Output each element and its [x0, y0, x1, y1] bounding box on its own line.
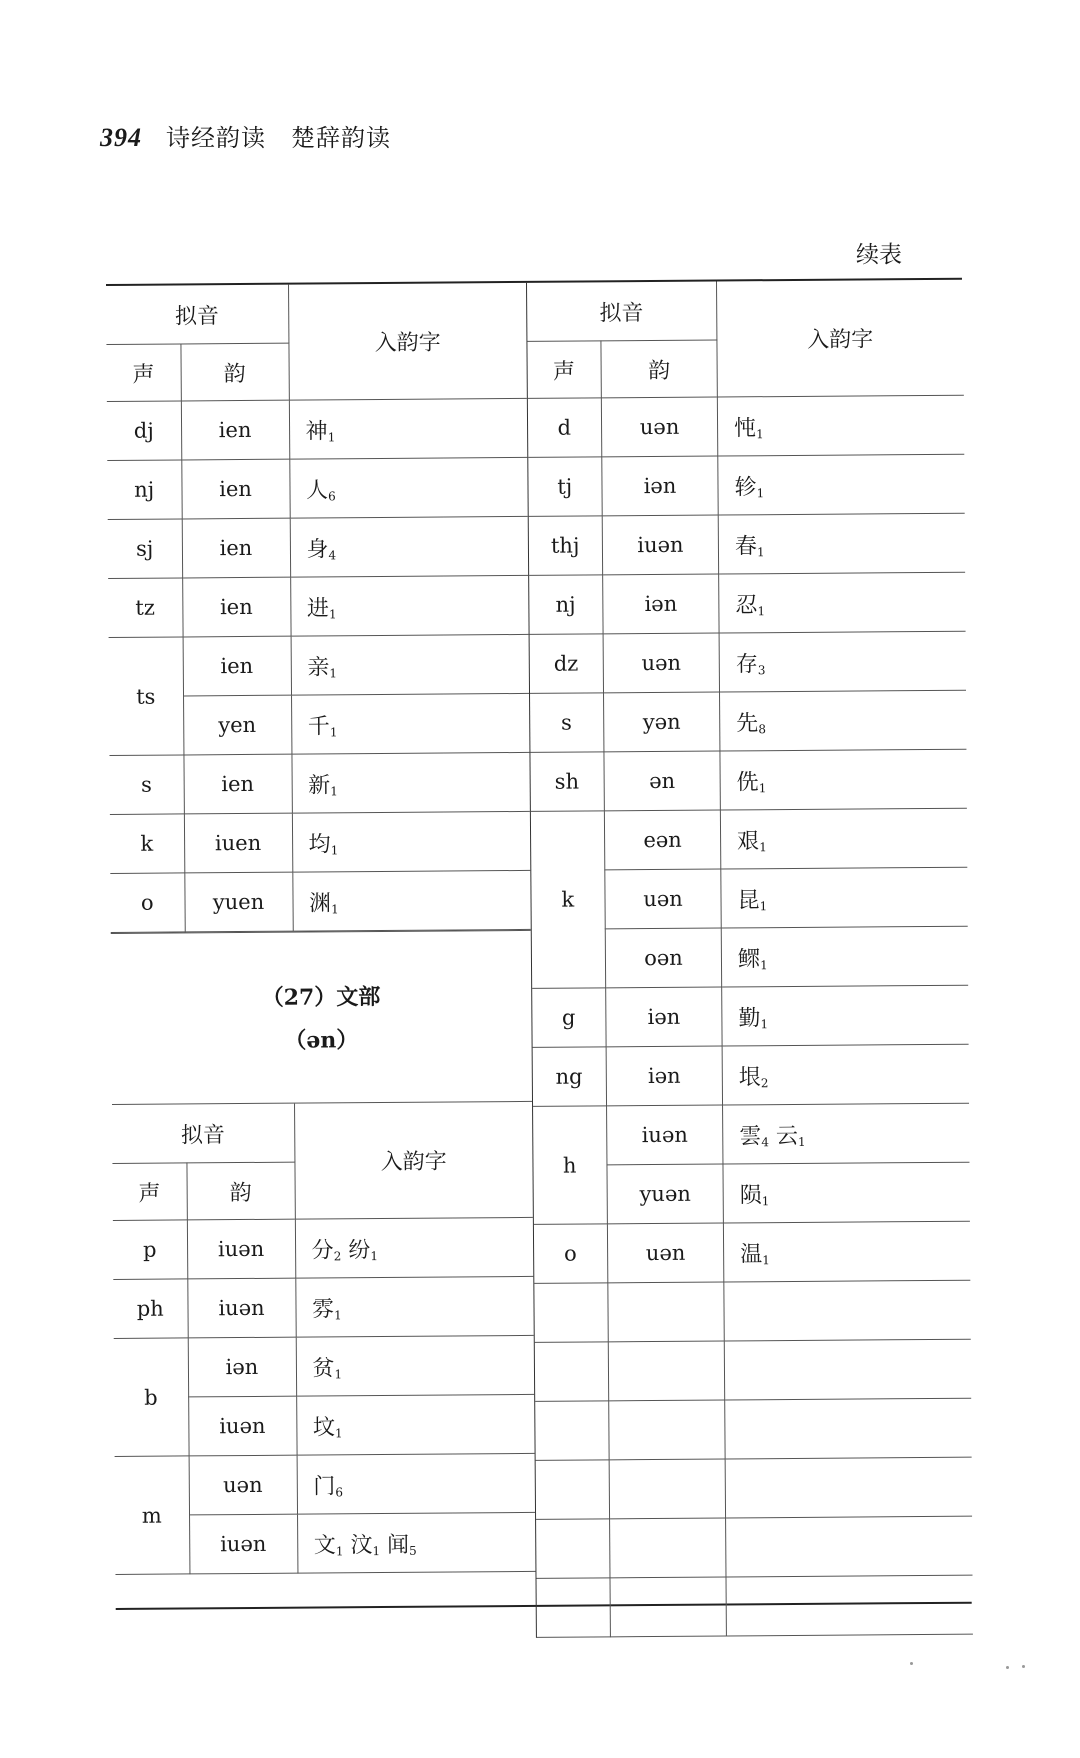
cell-chars — [722, 1044, 968, 1105]
count: 1 — [759, 898, 768, 913]
cell-chars — [296, 1394, 534, 1455]
speck — [910, 1662, 913, 1665]
cell-sheng: g — [532, 988, 606, 1048]
rhyme-char: 纷 — [348, 1237, 371, 1263]
cell-chars — [295, 1276, 533, 1337]
empty-cell — [608, 1341, 724, 1401]
rhyme-char: 均 — [308, 831, 331, 858]
cell-sheng: k — [530, 811, 605, 989]
rhyme-char: 春 — [734, 533, 758, 559]
cell-yun: ien — [183, 754, 291, 814]
cell-yun: ən — [604, 751, 720, 811]
cell-yun: ien — [183, 636, 291, 696]
rhyme-char: 陨 — [739, 1182, 762, 1208]
empty-cell — [608, 1282, 724, 1342]
count: 1 — [759, 839, 767, 854]
rhyme-char: 新 — [308, 772, 331, 799]
count: 4 — [328, 547, 337, 562]
page-header — [100, 118, 391, 153]
cell-yun: iən — [603, 574, 719, 634]
count: 1 — [756, 544, 765, 559]
left-bottom-table — [112, 1102, 535, 1575]
rhyme-char: 忳 — [733, 415, 757, 441]
count: 1 — [330, 842, 339, 857]
rhyme-char: 忍 — [735, 592, 758, 618]
rhyme-char: 坟 — [312, 1414, 336, 1441]
cell-chars — [297, 1453, 535, 1514]
rhyme-char: 汶 — [350, 1532, 373, 1558]
cell-sheng: dj — [107, 401, 181, 461]
header-sheng: 声 — [106, 344, 180, 402]
cell-yun: iuən — [188, 1396, 296, 1456]
count: 2 — [760, 1075, 769, 1090]
cell-sheng: d — [527, 398, 601, 458]
right-table — [527, 280, 973, 1638]
empty-cell — [726, 1575, 972, 1636]
continued-label: 续表 — [856, 242, 902, 268]
cell-yun: iuən — [607, 1105, 723, 1165]
cell-chars — [720, 808, 966, 869]
header-ruyunzi: 入韵字 — [294, 1102, 533, 1219]
cell-yun: iuən — [602, 515, 718, 575]
header-yun: 韵 — [186, 1162, 294, 1220]
cell-sheng: sj — [108, 519, 182, 579]
empty-cell — [535, 1460, 609, 1520]
count: 1 — [756, 485, 765, 500]
cell-sheng: p — [113, 1220, 187, 1280]
cell-yun: uən — [605, 869, 721, 929]
count: 3 — [757, 662, 766, 677]
cell-chars — [717, 395, 963, 456]
cell-chars — [723, 1162, 969, 1223]
cell-sheng: m — [115, 1456, 190, 1575]
count: 1 — [372, 1543, 381, 1558]
rhyme-char: 勤 — [738, 1005, 761, 1031]
empty-cell — [725, 1457, 971, 1518]
cell-sheng: ts — [109, 637, 184, 756]
rhyme-char: 云 — [775, 1123, 799, 1149]
empty-row — [535, 1398, 971, 1460]
cell-chars — [720, 690, 966, 751]
empty-cell — [536, 1519, 610, 1579]
cell-yun: yuən — [607, 1164, 723, 1224]
count: 1 — [759, 957, 768, 972]
empty-row — [534, 1339, 970, 1401]
speck — [1006, 1666, 1009, 1669]
cell-chars — [719, 572, 965, 633]
rhyme-char: 门 — [313, 1473, 336, 1500]
section-subtitle: （ən） — [284, 1027, 359, 1054]
count: 6 — [328, 488, 336, 503]
speck — [1022, 1665, 1025, 1668]
count: 1 — [331, 901, 339, 916]
cell-yun: uən — [601, 397, 717, 457]
cell-chars — [290, 516, 528, 577]
count: 1 — [334, 1366, 343, 1381]
cell-yun: eən — [604, 810, 720, 870]
cell-sheng: b — [114, 1338, 189, 1457]
section-title: （27）文部 — [261, 984, 381, 1011]
rhyme-char: 贫 — [312, 1355, 335, 1382]
section-heading — [111, 930, 532, 1105]
cell-chars — [723, 1221, 969, 1282]
cell-yun: yen — [183, 695, 291, 755]
rhyme-char: 人 — [305, 477, 329, 504]
empty-cell — [535, 1401, 609, 1461]
rhyme-char: 神 — [305, 418, 328, 445]
empty-row — [536, 1516, 972, 1578]
cell-sheng: s — [109, 755, 183, 815]
cell-sheng: o — [110, 873, 184, 933]
rhyme-char: 文 — [313, 1532, 336, 1559]
cell-chars — [295, 1217, 533, 1278]
cell-sheng: dz — [529, 634, 603, 694]
cell-chars — [292, 870, 530, 931]
cell-chars — [290, 575, 528, 636]
rhyme-char: 闻 — [386, 1532, 410, 1558]
left-column — [106, 283, 536, 1641]
empty-cell — [609, 1459, 725, 1519]
cell-yun: ien — [181, 459, 289, 519]
rhyme-char: 存 — [735, 651, 758, 677]
count: 1 — [329, 665, 338, 680]
cell-chars — [291, 634, 529, 695]
count: 1 — [327, 429, 336, 444]
count: 1 — [334, 1425, 343, 1440]
cell-sheng: o — [533, 1224, 607, 1284]
empty-cell — [610, 1518, 726, 1578]
right-column — [526, 280, 972, 1638]
cell-sheng: nj — [107, 460, 181, 520]
header-sheng: 声 — [112, 1163, 186, 1221]
cell-sheng: h — [533, 1106, 608, 1225]
cell-chars — [722, 985, 968, 1046]
count: 8 — [758, 721, 767, 736]
cell-chars — [297, 1512, 535, 1573]
count: 1 — [330, 783, 338, 798]
empty-cell — [724, 1339, 970, 1400]
cell-yun: yuen — [184, 872, 292, 932]
count: 1 — [329, 724, 338, 739]
cell-chars — [289, 398, 527, 459]
empty-cell — [726, 1516, 972, 1577]
cell-yun: uən — [607, 1223, 723, 1283]
header-sheng: 声 — [527, 341, 601, 399]
left-top-table — [106, 283, 531, 933]
rhyme-char: 千 — [307, 713, 330, 740]
header-niyin: 拟音 — [112, 1104, 294, 1164]
count: 1 — [334, 1307, 342, 1322]
cell-sheng: nj — [529, 575, 603, 635]
cell-chars — [296, 1335, 534, 1396]
count: 2 — [333, 1248, 342, 1263]
cell-yun: iuən — [187, 1278, 295, 1338]
header-niyin: 拟音 — [106, 285, 288, 345]
cell-yun: oən — [605, 928, 721, 988]
cell-sheng: sh — [530, 752, 604, 812]
cell-yun: uən — [603, 633, 719, 693]
cell-sheng: tz — [108, 578, 182, 638]
empty-cell — [609, 1400, 725, 1460]
cell-sheng: ng — [532, 1047, 606, 1107]
rhyme-char: 垠 — [738, 1064, 761, 1090]
count: 5 — [409, 1543, 417, 1558]
cell-yun: iən — [606, 987, 722, 1047]
count: 1 — [797, 1134, 806, 1149]
cell-chars — [718, 513, 964, 574]
cell-sheng: s — [530, 693, 604, 753]
count: 1 — [335, 1543, 344, 1558]
cell-yun: iən — [188, 1337, 296, 1397]
rhyme-char: 先 — [736, 710, 759, 736]
rhyme-char: 身 — [306, 536, 329, 563]
header-ruyunzi: 入韵字 — [288, 283, 527, 400]
header-yun: 韵 — [601, 340, 717, 398]
count: 1 — [762, 1252, 770, 1267]
count: 6 — [335, 1484, 344, 1499]
empty-row — [535, 1457, 971, 1519]
empty-row — [536, 1575, 972, 1637]
rhyme-char: 侁 — [736, 769, 759, 795]
rhyme-char: 雰 — [311, 1296, 335, 1323]
rhyme-char: 鳏 — [737, 946, 761, 972]
count: 1 — [757, 603, 766, 618]
empty-row — [534, 1280, 970, 1342]
count: 1 — [761, 1193, 770, 1208]
cell-sheng: tj — [528, 457, 602, 517]
header-yun: 韵 — [180, 343, 288, 401]
cell-yun: yən — [604, 692, 720, 752]
cell-chars — [721, 867, 967, 928]
rhyme-char: 进 — [306, 595, 330, 622]
cell-chars — [719, 631, 965, 692]
rhyme-char: 艰 — [737, 828, 760, 854]
cell-yun: uən — [189, 1455, 297, 1515]
cell-chars — [718, 454, 964, 515]
cell-chars — [721, 926, 967, 987]
cell-sheng: ph — [113, 1279, 187, 1339]
cell-yun: ien — [181, 400, 289, 460]
cell-yun: ien — [182, 577, 290, 637]
book-title: 诗经韵读 楚辞韵读 — [166, 124, 391, 152]
cell-yun: iən — [602, 456, 718, 516]
empty-cell — [536, 1578, 610, 1638]
empty-cell — [724, 1280, 970, 1341]
cell-yun: iuen — [184, 813, 292, 873]
count: 1 — [756, 426, 764, 441]
cell-sheng: thj — [528, 516, 602, 576]
rhyme-char: 渊 — [308, 890, 332, 917]
cell-yun: ien — [182, 518, 290, 578]
page-number: 394 — [100, 123, 142, 152]
rhyme-char: 昆 — [737, 887, 760, 913]
rhyme-char: 雲 — [739, 1123, 762, 1149]
empty-cell — [534, 1342, 608, 1402]
empty-cell — [725, 1398, 971, 1459]
cell-chars — [291, 693, 529, 754]
header-niyin: 拟音 — [527, 282, 717, 342]
rhyme-char: 分 — [311, 1237, 334, 1264]
count: 4 — [761, 1134, 770, 1149]
count: 1 — [760, 1016, 769, 1031]
cell-chars — [292, 811, 530, 872]
cell-chars — [720, 749, 966, 810]
count: 1 — [370, 1248, 379, 1263]
count: 1 — [758, 780, 767, 795]
cell-yun: iən — [606, 1046, 722, 1106]
empty-cell — [534, 1283, 608, 1343]
cell-chars — [289, 457, 527, 518]
rhyme-char: 温 — [740, 1241, 763, 1267]
cell-yun: iuən — [187, 1219, 295, 1279]
cell-sheng: k — [110, 814, 184, 874]
empty-cell — [610, 1577, 726, 1637]
cell-chars — [291, 752, 529, 813]
cell-yun: iuən — [189, 1514, 297, 1574]
header-ruyunzi: 入韵字 — [717, 280, 964, 397]
rhyme-char: 亲 — [307, 654, 330, 681]
rhyme-char: 轸 — [734, 474, 757, 500]
cell-chars — [723, 1103, 969, 1164]
rhyme-table — [106, 278, 972, 1610]
count: 1 — [328, 606, 337, 621]
